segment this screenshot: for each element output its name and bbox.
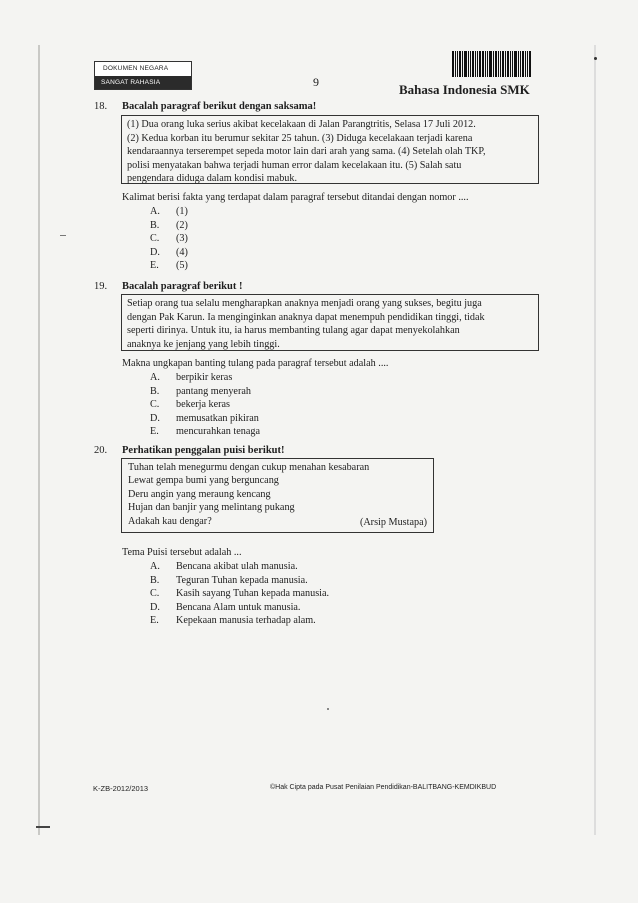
passage-line: (1) Dua orang luka serius akibat kecelakaan di Jalan Parangtritis, Selasa 17 Juli 2012. [127, 119, 476, 130]
barcode-bar [487, 51, 488, 77]
passage-line: dengan Pak Karun. Ia menginginkan anaknya dapat menempuh pendidikan tinggi, tidak [127, 311, 485, 323]
passage-line: Setiap orang tua selalu mengharapkan anaknya menjadi orang yang sukses, begitu juga [127, 298, 482, 309]
passage-line: seperti dirinya. Untuk itu, ia harus membanting tulang agar dapat menyekolahkan [127, 325, 460, 337]
question-instruction: Bacalah paragraf berikut ! [122, 281, 243, 292]
poem-line: Tuhan telah menegurmu dengan cukup menahan kesabaran [128, 462, 370, 473]
poem-line: Deru angin yang meraung kencang [128, 488, 271, 500]
barcode-bar [477, 51, 478, 77]
barcode-bar [505, 51, 506, 77]
option-text: Bencana akibat ulah manusia. [176, 561, 298, 572]
options-list [150, 371, 260, 439]
barcode-bar [527, 51, 528, 77]
option-letter: B. [150, 574, 160, 586]
question-instruction: Perhatikan penggalan puisi berikut! [122, 445, 285, 456]
barcode-bar [479, 51, 481, 77]
option[interactable] [150, 259, 188, 273]
option[interactable] [150, 232, 188, 246]
option-letter: E. [150, 426, 159, 438]
option-text: bekerja keras [176, 399, 231, 411]
barcode-bar [470, 51, 471, 77]
option-letter: A. [150, 206, 160, 217]
poem-line: Adakah kau dengar? [128, 515, 212, 527]
options-list [150, 560, 329, 628]
option-letter: C. [150, 399, 160, 411]
scan-edge-right [594, 45, 596, 835]
scan-speck [327, 708, 329, 710]
scan-edge-left [38, 45, 40, 835]
barcode-bar [489, 51, 492, 77]
scan-speck [594, 57, 597, 60]
scan-mark [36, 826, 50, 828]
option[interactable] [150, 398, 260, 412]
option[interactable] [150, 371, 260, 385]
option-text: (2) [176, 219, 188, 231]
option-text: (4) [176, 246, 188, 258]
passage-line: polisi menyatakan bahwa terjadi human error dalam kecelakaan itu. (5) Salah satu [127, 159, 462, 171]
option-letter: C. [150, 588, 160, 600]
option-text: Kepekaan manusia terhadap alam. [176, 615, 316, 627]
stamp-bottom: SANGAT RAHASIA [95, 76, 191, 89]
barcode-bar [459, 51, 461, 77]
option-text: Kasih sayang Tuhan kepada manusia. [176, 588, 330, 600]
barcode-bar [482, 51, 484, 77]
option[interactable] [150, 574, 329, 588]
question-number: 19. [94, 281, 108, 292]
barcode-bar [468, 51, 469, 77]
barcode-bar [452, 51, 454, 77]
option-letter: D. [150, 246, 160, 258]
stamp-top: DOKUMEN NEGARA [95, 62, 191, 76]
option[interactable] [150, 587, 329, 601]
option-letter: D. [150, 601, 160, 613]
option[interactable] [150, 560, 329, 574]
option-letter: E. [150, 260, 159, 272]
barcode-bar [510, 51, 511, 77]
barcode-bar [464, 51, 467, 77]
barcode-bar [520, 51, 521, 77]
option-letter: A. [150, 561, 160, 572]
barcode-bar [475, 51, 476, 77]
question-text: Kalimat berisi fakta yang terdapat dalam paragraf tersebut ditandai dengan nomor .... [122, 192, 469, 203]
barcode-bar [493, 51, 494, 77]
barcode [452, 51, 536, 77]
option-text: memusatkan pikiran [176, 412, 259, 424]
barcode-bar [495, 51, 497, 77]
barcode-bar [512, 51, 513, 77]
option-text: mencurahkan tenaga [176, 426, 261, 438]
option-text: Teguran Tuhan kepada manusia. [176, 574, 308, 586]
option-letter: C. [150, 233, 160, 245]
barcode-bar [514, 51, 517, 77]
option-letter: B. [150, 219, 160, 231]
barcode-bar [522, 51, 524, 77]
subject-title: Bahasa Indonesia SMK [399, 82, 530, 97]
barcode-bar [529, 51, 531, 77]
option[interactable] [150, 425, 260, 439]
option-text: (3) [176, 233, 188, 245]
option[interactable] [150, 246, 188, 260]
passage-box [121, 115, 539, 184]
option[interactable] [150, 412, 260, 426]
question-number: 20. [94, 445, 108, 456]
poem-author: (Arsip Mustapa) [359, 516, 427, 528]
option[interactable] [150, 219, 188, 233]
option[interactable] [150, 601, 329, 615]
passage-line: kendaraannya terserempet sepeda motor lain dari arah yang sama. (4) Setelah olah TKP, [127, 146, 486, 158]
barcode-bar [485, 51, 486, 77]
scan-mark [60, 235, 66, 236]
question-text: Makna ungkapan banting tulang pada paragraf tersebut adalah .... [122, 358, 389, 369]
option[interactable] [150, 385, 260, 399]
barcode-bar [525, 51, 526, 77]
barcode-bar [507, 51, 509, 77]
option-text: (5) [176, 260, 188, 272]
option-text: (1) [176, 206, 188, 217]
barcode-bar [502, 51, 504, 77]
option-letter: D. [150, 412, 160, 424]
option[interactable] [150, 614, 329, 628]
question-instruction: Bacalah paragraf berikut dengan saksama! [122, 101, 317, 112]
document-code: K-ZB-2012/2013 [93, 784, 149, 793]
passage-line: (2) Kedua korban itu berumur sekitar 25 tahun. (3) Diduga kecelakaan terjadi karena [127, 132, 473, 144]
barcode-bar [472, 51, 474, 77]
option[interactable] [150, 205, 188, 219]
classification-stamp [94, 61, 192, 90]
poem-line: Lewat gempa bumi yang berguncang [128, 475, 279, 487]
option-text: pantang menyerah [176, 385, 251, 397]
barcode-bar [457, 51, 458, 77]
copyright-notice: ©Hak Cipta pada Pusat Penilaian Pendidikan-BALITBANG-KEMDIKBUD [270, 784, 497, 791]
option-text: Bencana Alam untuk manusia. [176, 601, 301, 613]
options-list [150, 205, 188, 273]
passage-line: anaknya ke jenjang yang lebih tinggi. [127, 338, 280, 350]
barcode-bar [498, 51, 499, 77]
passage-box [121, 294, 539, 351]
poem-box [121, 458, 434, 533]
poem-line: Hujan dan banjir yang melintang pukang [128, 502, 295, 514]
option-text: berpikir keras [176, 372, 233, 383]
passage-line: pengendara diduga dalam kondisi mabuk. [127, 173, 298, 185]
barcode-bar [462, 51, 463, 77]
option-letter: B. [150, 385, 160, 397]
page-number: 9 [313, 75, 319, 89]
barcode-bar [518, 51, 519, 77]
option-letter: E. [150, 615, 159, 627]
barcode-bar [455, 51, 456, 77]
question-text: Tema Puisi tersebut adalah ... [122, 547, 242, 558]
question-number: 18. [94, 101, 108, 112]
option-letter: A. [150, 372, 160, 383]
barcode-bar [500, 51, 501, 77]
